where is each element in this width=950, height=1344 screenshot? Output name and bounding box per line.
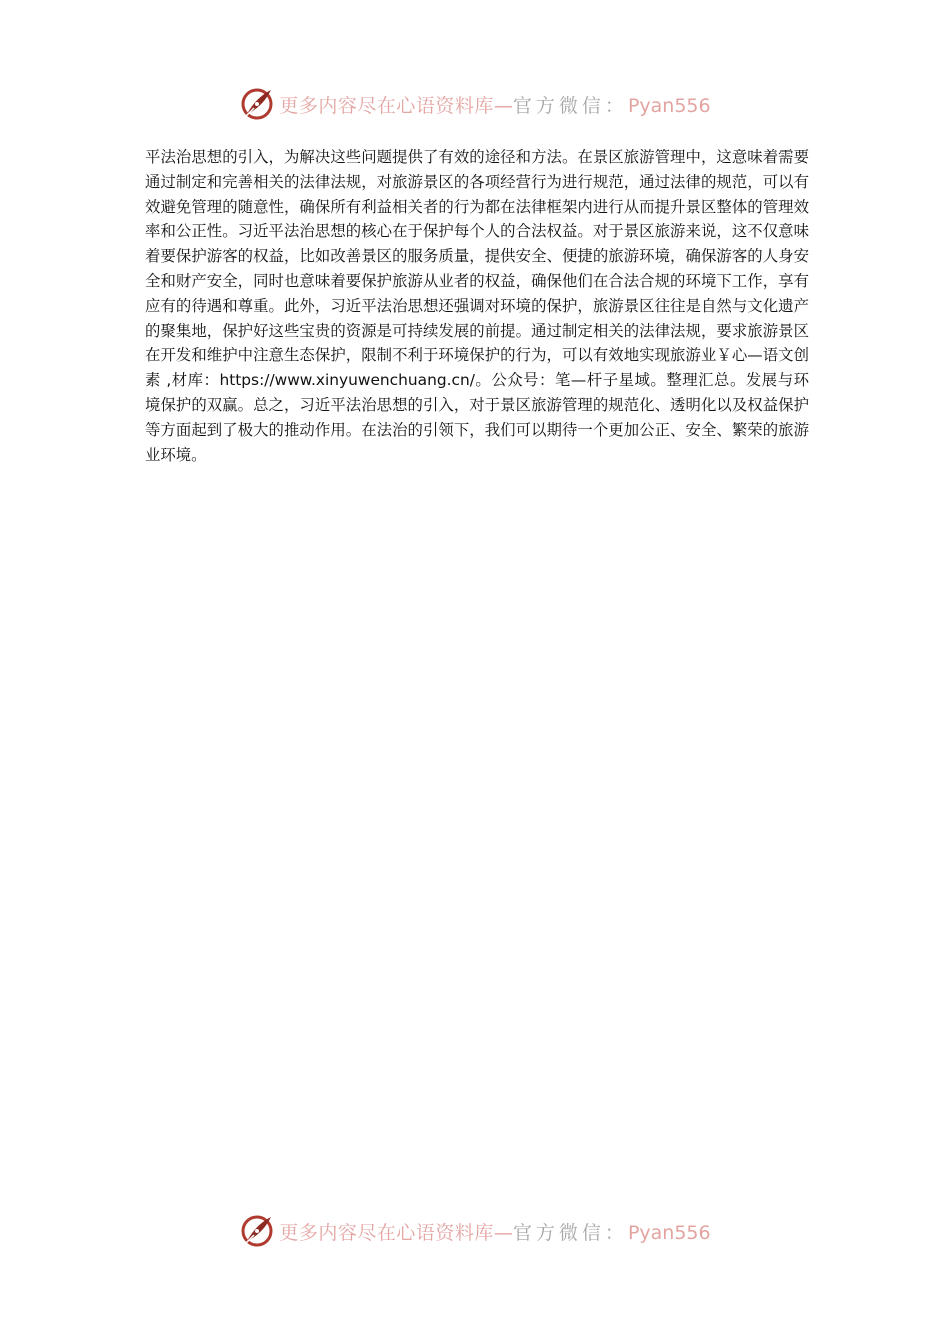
banner-main-text: 更多内容尽在心语资料库 [279, 1221, 494, 1244]
banner-dash: — [493, 94, 513, 117]
banner-text [279, 91, 710, 118]
banner-dash: — [493, 1221, 513, 1244]
banner-main-text: 更多内容尽在心语资料库 [279, 94, 494, 117]
quill-pen-logo-icon [239, 86, 275, 122]
banner-wechat-id: Pyan556 [627, 94, 711, 117]
header-banner [0, 82, 950, 126]
banner-official-label: 官方微信： [512, 94, 628, 117]
banner-official-label: 官方微信： [512, 1221, 628, 1244]
quill-pen-logo-icon [239, 1213, 275, 1249]
banner-wechat-id: Pyan556 [627, 1221, 711, 1244]
footer-banner [0, 1209, 950, 1253]
banner-text [279, 1218, 710, 1245]
body-paragraph: 平法治思想的引入，为解决这些问题提供了有效的途径和方法。在景区旅游管理中，这意味着需要通过制定和完善相关的法律法规，对旅游景区的各项经营行为进行规范，通过法律的规范，可以有效避免管理的随意性，确保所有利益相关者的行为都在法律框架内进行从而提升景区整体的管理效率和公正性。习近平法治思想的核心在于保护每个人的合法权益。对于景区旅游来说，这不仅意味着要保护游客的权益，比如改善景区的服务质量，提供安全、便捷的旅游环境，确保游客的人身安全和财产安全，同时也意味着要保护旅游从业者的权益，确保他们在合法合规的环境下工作，享有应有的待遇和尊重。此外，习近平法治思想还强调对环境的保护，旅游景区往往是自然与文化遗产的聚集地，保护好这些宝贵的资源是可持续发展的前提。通过制定相关的法律法规，要求旅游景区在开发和维护中注意生态保护，限制不利于环境保护的行为，可以有效地实现旅游业￥心—语文创素 ,材库：https://www.xinyuwenchuang.cn/。公众号：笔—杆子星域。整理汇总。发展与环境保护的双赢。总之，习近平法治思想的引入，对于景区旅游管理的规范化、透明化以及权益保护等方面起到了极大的推动作用。在法治的引领下，我们可以期待一个更加公正、安全、繁荣的旅游业环境。 [145, 148, 809, 464]
